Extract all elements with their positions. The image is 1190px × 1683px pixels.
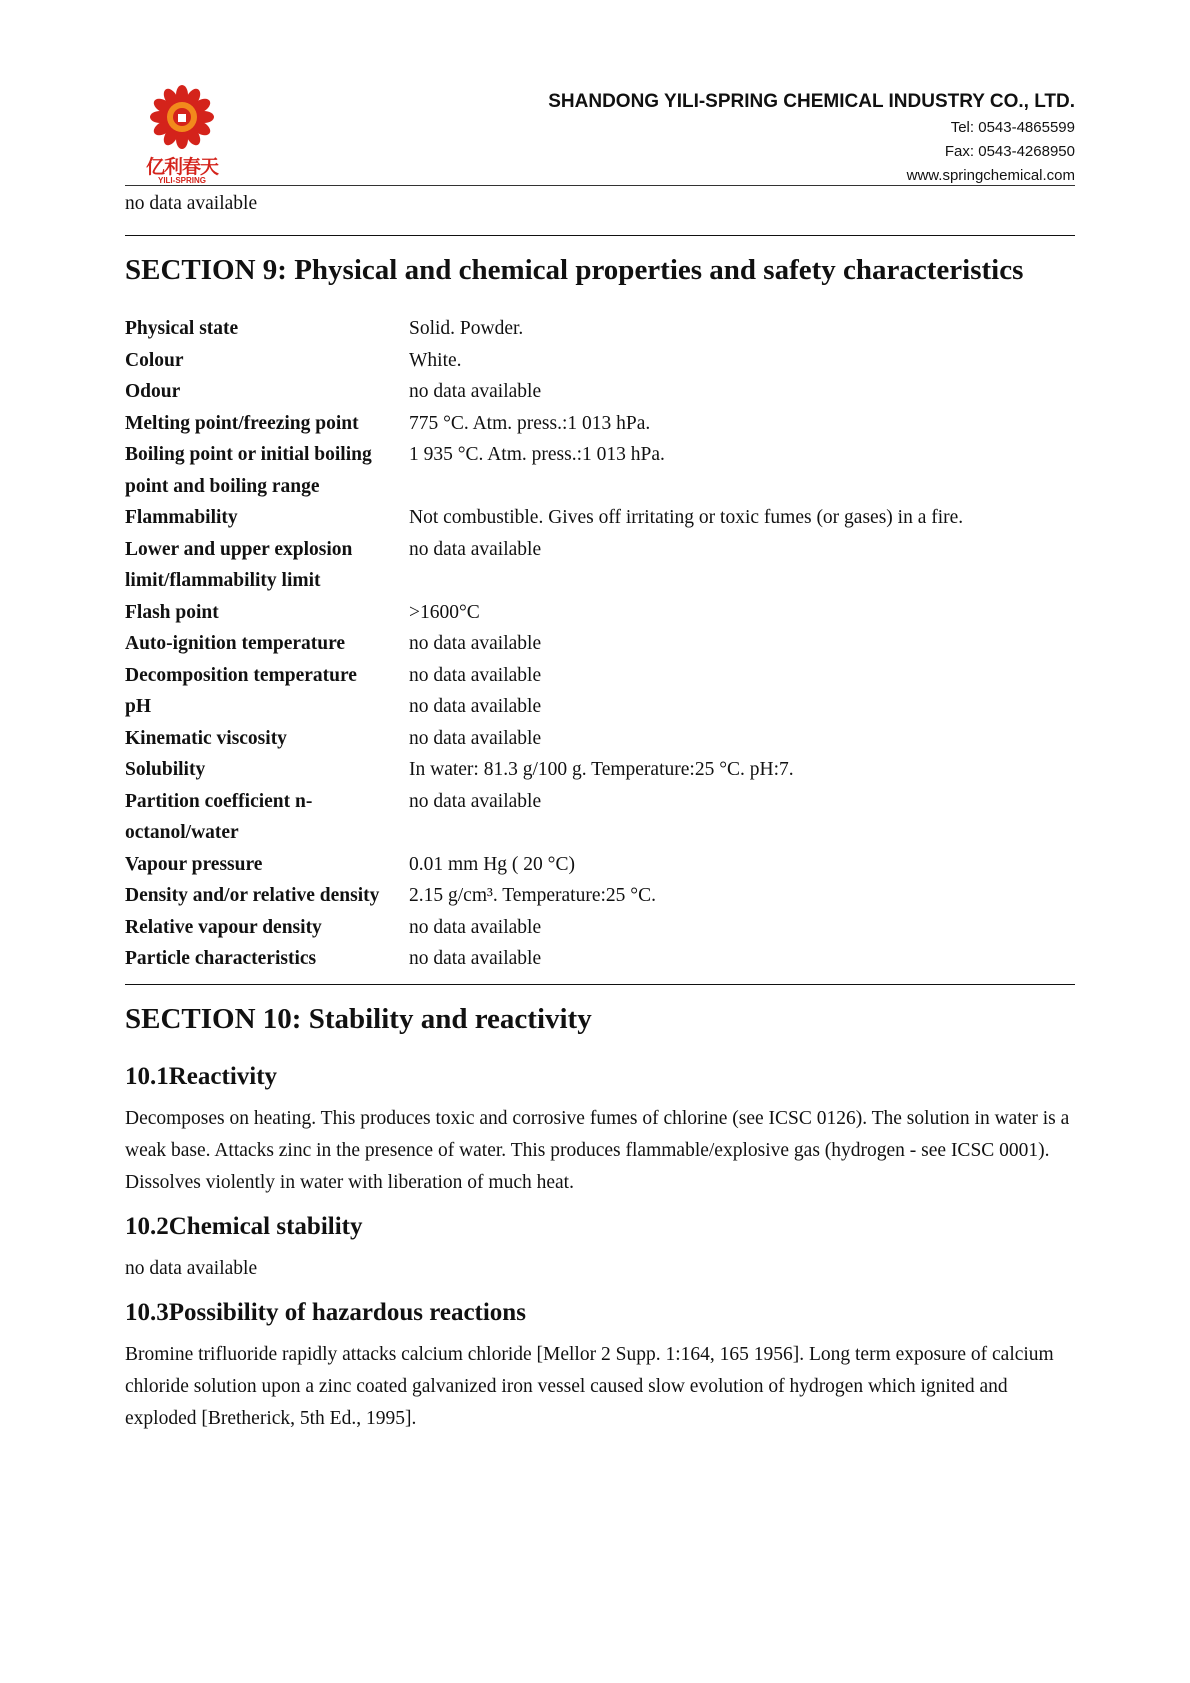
property-value: no data available [409,916,542,938]
property-row [125,502,1075,534]
property-value: Not combustible. Gives off irritating or toxic fumes (or gases) in a fire. [409,507,964,528]
property-row [125,723,1075,755]
logo-english-text: YILI-SPRING [157,176,206,185]
section-divider [125,984,1075,985]
page-header [125,78,1075,186]
property-value: no data available [409,790,542,812]
property-row [125,408,1075,440]
property-row [125,849,1075,881]
property-value: no data available [409,948,542,969]
property-value: no data available [409,727,542,749]
property-name: Colour [125,349,184,371]
property-row [125,345,1075,377]
company-website[interactable]: www.springchemical.com [906,167,1075,184]
property-name: Odour [125,381,181,402]
property-row [125,660,1075,692]
property-name: Vapour pressure [125,853,263,875]
subsection-reactivity-text: Decomposes on heating. This produces toxic and corrosive fumes of chlorine (see ICSC 0126). The solution in water is a weak base. Attacks zinc in the presence of water. This produces flammable/explosive gas (hydrogen - see ICSC 0001). Dissolves violently in water with liberation of much heat. [125,1107,1070,1193]
subsection-hazardous-reactions-title: 10.3Possibility of hazardous reactions [125,1298,526,1326]
property-value: 1 935 °C. Atm. press.:1 013 hPa. [409,444,665,465]
property-row [125,439,1075,502]
property-row [125,376,1075,408]
property-name: Decomposition temperature [125,664,357,686]
property-row [125,880,1075,912]
property-row [125,313,1075,345]
logo-chinese-text: 亿利春天 [145,156,218,178]
property-name: Relative vapour density [125,916,322,938]
section10-title: SECTION 10: Stability and reactivity [125,1002,592,1035]
property-row [125,534,1075,597]
property-name: Kinematic viscosity [125,727,287,749]
property-row [125,691,1075,723]
property-name: Lower and upper explosion limit/flammability limit [125,538,353,591]
property-name: Physical state [125,318,239,339]
property-value: White. [409,349,462,371]
company-logo [137,84,227,184]
property-value: 775 °C. Atm. press.:1 013 hPa. [409,412,651,434]
property-row [125,628,1075,660]
property-value: Solid. Powder. [409,318,524,339]
property-value: no data available [409,664,542,686]
property-row [125,754,1075,786]
top-text: no data available [125,193,258,214]
property-row [125,943,1075,975]
sunflower-logo-icon [137,84,227,152]
property-name: Density and/or relative density [125,885,380,906]
document-body [125,188,1075,1435]
subsection-hazardous-reactions-text: Bromine trifluoride rapidly attacks calcium chloride [Mellor 2 Supp. 1:164, 165 1956]. Long term exposure of calcium chloride solution upon a zinc coated galvanized iron vessel caused slow evolution of hydrogen which ignited and exploded [Bretherick, 5th Ed., 1995]. [125,1343,1054,1429]
property-value: no data available [409,538,542,560]
company-name: SHANDONG YILI-SPRING CHEMICAL INDUSTRY CO., LTD. [548,91,1075,112]
property-value: no data available [409,633,542,654]
property-value: In water: 81.3 g/100 g. Temperature:25 °C. pH:7. [409,759,794,780]
section-divider [125,235,1075,236]
property-name: Particle characteristics [125,948,317,969]
property-row [125,597,1075,629]
property-value: >1600°C [409,601,480,623]
company-info [548,88,1075,188]
property-row [125,912,1075,944]
property-name: Auto-ignition temperature [125,633,346,654]
subsection-stability-title: 10.2Chemical stability [125,1212,363,1240]
property-name: pH [125,696,152,717]
properties-table [125,313,1075,975]
property-value: 0.01 mm Hg ( 20 °C) [409,853,575,875]
property-name: Solubility [125,759,206,780]
property-name: Boiling point or initial boiling point and boiling range [125,444,372,497]
company-fax: Fax: 0543-4268950 [944,143,1075,160]
section9-title: SECTION 9: Physical and chemical properties and safety characteristics [125,254,1024,286]
company-tel: Tel: 0543-4865599 [950,119,1075,136]
property-value: no data available [409,696,542,717]
header-divider [125,185,1075,186]
property-name: Partition coefficient n-octanol/water [125,790,313,843]
subsection-stability-text: no data available [125,1257,258,1279]
property-row [125,786,1075,849]
properties-table-body [125,313,1075,975]
property-value: 2.15 g/cm³. Temperature:25 °C. [409,885,656,906]
subsection-reactivity-title: 10.1Reactivity [125,1062,278,1090]
property-name: Melting point/freezing point [125,412,359,434]
property-name: Flammability [125,507,238,528]
property-name: Flash point [125,601,219,623]
property-value: no data available [409,381,542,402]
